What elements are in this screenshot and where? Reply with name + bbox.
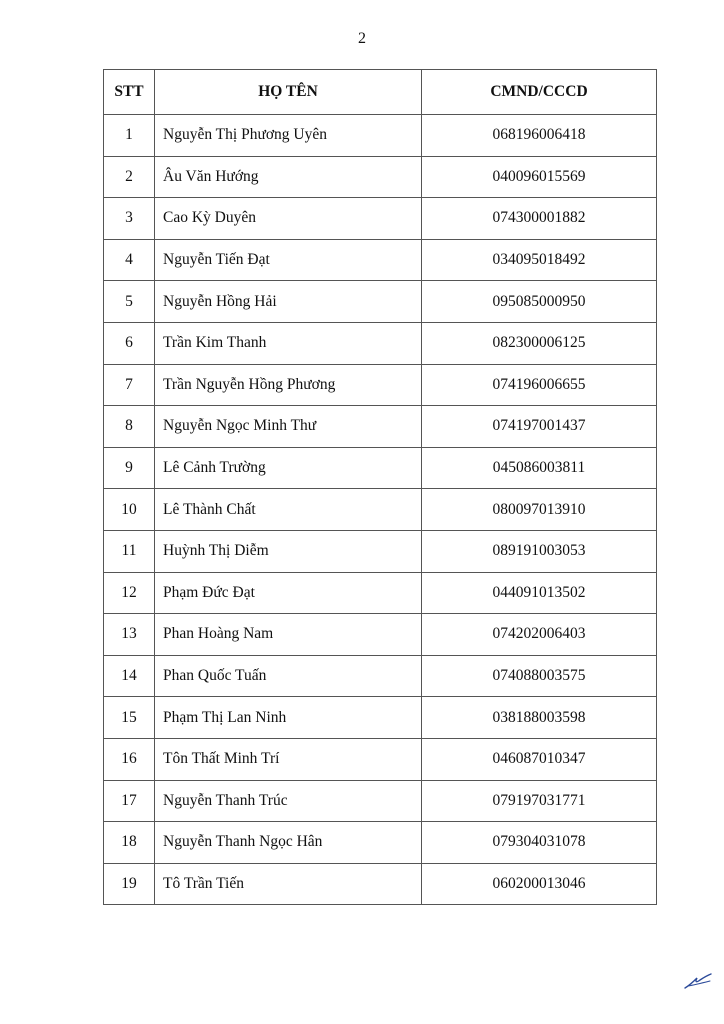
row-name: Phan Quốc Tuấn bbox=[155, 655, 422, 697]
row-stt: 7 bbox=[104, 364, 155, 406]
row-name: Nguyễn Thanh Ngọc Hân bbox=[155, 822, 422, 864]
row-stt: 15 bbox=[104, 697, 155, 739]
table-row bbox=[104, 364, 657, 406]
row-stt: 8 bbox=[104, 406, 155, 448]
table-row bbox=[104, 281, 657, 323]
header-stt: STT bbox=[104, 70, 155, 115]
row-name: Cao Kỳ Duyên bbox=[155, 198, 422, 240]
row-name: Phạm Đức Đạt bbox=[155, 572, 422, 614]
row-id: 045086003811 bbox=[422, 447, 657, 489]
table-row bbox=[104, 489, 657, 531]
header-id: CMND/CCCD bbox=[422, 70, 657, 115]
row-stt: 6 bbox=[104, 322, 155, 364]
row-id: 095085000950 bbox=[422, 281, 657, 323]
row-id: 068196006418 bbox=[422, 115, 657, 157]
table-row bbox=[104, 198, 657, 240]
table-row bbox=[104, 115, 657, 157]
row-stt: 5 bbox=[104, 281, 155, 323]
row-stt: 9 bbox=[104, 447, 155, 489]
row-stt: 10 bbox=[104, 489, 155, 531]
table-row bbox=[104, 572, 657, 614]
row-name: Nguyễn Ngọc Minh Thư bbox=[155, 406, 422, 448]
row-stt: 13 bbox=[104, 614, 155, 656]
row-stt: 17 bbox=[104, 780, 155, 822]
row-id: 080097013910 bbox=[422, 489, 657, 531]
row-stt: 2 bbox=[104, 156, 155, 198]
row-id: 082300006125 bbox=[422, 322, 657, 364]
row-name: Lê Thành Chất bbox=[155, 489, 422, 531]
row-id: 034095018492 bbox=[422, 239, 657, 281]
row-name: Nguyễn Hồng Hải bbox=[155, 281, 422, 323]
row-name: Phạm Thị Lan Ninh bbox=[155, 697, 422, 739]
table-row bbox=[104, 655, 657, 697]
header-row bbox=[104, 70, 657, 115]
table-body bbox=[104, 115, 657, 905]
table-row bbox=[104, 447, 657, 489]
row-stt: 11 bbox=[104, 530, 155, 572]
row-name: Tô Trần Tiến bbox=[155, 863, 422, 905]
row-id: 038188003598 bbox=[422, 697, 657, 739]
row-stt: 3 bbox=[104, 198, 155, 240]
header-name: HỌ TÊN bbox=[155, 70, 422, 115]
row-stt: 18 bbox=[104, 822, 155, 864]
table-row bbox=[104, 822, 657, 864]
row-name: Phan Hoàng Nam bbox=[155, 614, 422, 656]
row-id: 074196006655 bbox=[422, 364, 657, 406]
row-id: 044091013502 bbox=[422, 572, 657, 614]
row-name: Huỳnh Thị Diễm bbox=[155, 530, 422, 572]
table-row bbox=[104, 863, 657, 905]
row-stt: 19 bbox=[104, 863, 155, 905]
row-name: Âu Văn Hướng bbox=[155, 156, 422, 198]
row-name: Trần Kim Thanh bbox=[155, 322, 422, 364]
row-name: Nguyễn Tiến Đạt bbox=[155, 239, 422, 281]
table-header bbox=[104, 70, 657, 115]
table-row bbox=[104, 530, 657, 572]
row-id: 074197001437 bbox=[422, 406, 657, 448]
table-row bbox=[104, 697, 657, 739]
row-id: 074202006403 bbox=[422, 614, 657, 656]
table-row bbox=[104, 322, 657, 364]
row-id: 079197031771 bbox=[422, 780, 657, 822]
roster-table bbox=[103, 69, 657, 905]
table-row bbox=[104, 156, 657, 198]
row-id: 074088003575 bbox=[422, 655, 657, 697]
page-number: 2 bbox=[358, 30, 366, 47]
row-id: 089191003053 bbox=[422, 530, 657, 572]
row-name: Tôn Thất Minh Trí bbox=[155, 738, 422, 780]
row-name: Trần Nguyễn Hồng Phương bbox=[155, 364, 422, 406]
row-name: Nguyễn Thị Phương Uyên bbox=[155, 115, 422, 157]
signature-mark bbox=[682, 968, 714, 992]
row-stt: 1 bbox=[104, 115, 155, 157]
row-id: 060200013046 bbox=[422, 863, 657, 905]
row-name: Lê Cảnh Trường bbox=[155, 447, 422, 489]
table-row bbox=[104, 738, 657, 780]
row-id: 079304031078 bbox=[422, 822, 657, 864]
table-row bbox=[104, 614, 657, 656]
row-stt: 14 bbox=[104, 655, 155, 697]
row-id: 040096015569 bbox=[422, 156, 657, 198]
row-stt: 4 bbox=[104, 239, 155, 281]
row-stt: 16 bbox=[104, 738, 155, 780]
row-name: Nguyễn Thanh Trúc bbox=[155, 780, 422, 822]
table-row bbox=[104, 780, 657, 822]
row-stt: 12 bbox=[104, 572, 155, 614]
table-row bbox=[104, 239, 657, 281]
row-id: 074300001882 bbox=[422, 198, 657, 240]
table-row bbox=[104, 406, 657, 448]
row-id: 046087010347 bbox=[422, 738, 657, 780]
